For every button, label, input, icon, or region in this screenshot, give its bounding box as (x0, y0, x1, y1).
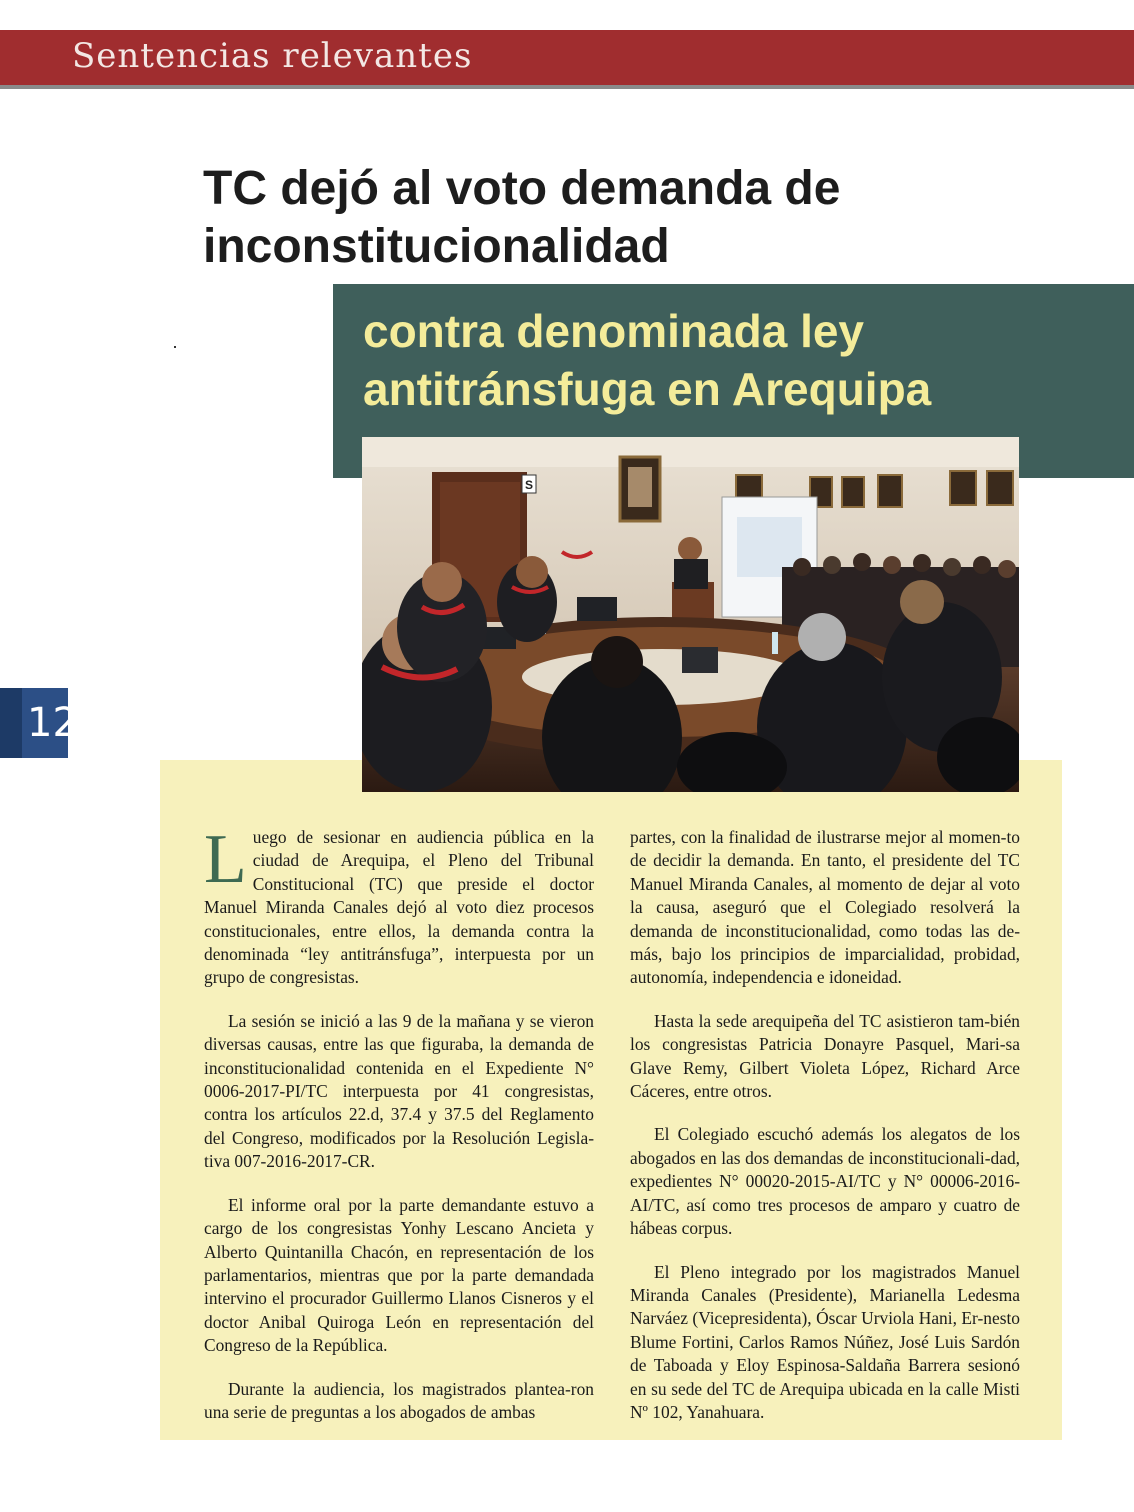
headline-line-3: contra denominada ley (363, 305, 865, 357)
page-number: 12 (27, 700, 78, 746)
page-number-tab (0, 688, 78, 758)
headline-line-2: inconstitucionalidad (203, 220, 670, 273)
article-paragraph: El informe oral por la parte demandante estuvo a cargo de los congresistas Yonhy Lescano Ancieta y Alberto Quintanilla Chacón, en representación de los parlamentarios, mientras que por la parte demandada intervino el procurador Guillermo Llanos Cisneros y el doctor Anibal Quiroga León en representación del Congreso de la República. (204, 1194, 594, 1356)
article-column-left (204, 821, 594, 1444)
article-photo (362, 437, 1019, 792)
article-paragraph: El Pleno integrado por los magistrados Manuel Miranda Canales (Presidente), Marianella Ledesma Narváez (Vicepresidenta), Óscar Urviola Hani, Er-nesto Blume Fortini, Carlos Ramos Núñez, José Luis Sardón de Taboada y Eloy Espinosa-Saldaña Barrera sesionó en su sede del TC de Arequipa ubicada en la calle Misti Nº 102, Yanahuara. (630, 1261, 1020, 1422)
article-column-right (630, 826, 1020, 1444)
article-paragraph: El Colegiado escuchó además los alegatos de los abogados en las dos demandas de inconstitucionali-dad, expedientes N° 00020-2015-AI/TC y N° 00006-2016-AI/TC, así como tres procesos de amparo y cuatro de hábeas corpus. (630, 1124, 1020, 1239)
headline-line-1: TC dejó al voto demanda de (203, 162, 841, 215)
photo-sign-letter: S (525, 478, 534, 492)
article-paragraph-text: uego de sesionar en audiencia pública en la ciudad de Arequipa, el Pleno del Tribunal Constitucional (TC) que preside el doctor Manuel Miranda Canales dejó al voto diez procesos constitucionales, entre ellos, la demanda contra la denominada “ley antitránsfuga”, interpuesta por un grupo de congresistas. (204, 827, 594, 988)
article-paragraph: Hasta la sede arequipeña del TC asistieron tam-bién los congresistas Patricia Donayre Pasquel, Mari-sa Glave Remy, Gilbert Violeta López, Richard Arce Cáceres, entre otros. (630, 1010, 1020, 1102)
section-label: Sentencias relevantes (72, 36, 473, 76)
headline-line-4: antitránsfuga en Arequipa (363, 363, 932, 415)
article-paragraph (204, 821, 594, 990)
photo-illustration (362, 437, 1019, 792)
article-paragraph: Durante la audiencia, los magistrados plantea-ron una serie de preguntas a los abogados de ambas (204, 1378, 594, 1422)
section-header-bar (0, 30, 1134, 85)
headline-top (203, 160, 923, 276)
article-paragraph: partes, con la finalidad de ilustrarse mejor al momen-to de decidir la demanda. En tanto, el presidente del TC Manuel Miranda Canales, al momento de dejar al voto la causa, aseguró que el Colegiado resolverá la demanda de inconstitucionalidad, como todas las de-más, bajo los principios de imparcialidad, probidad, autonomía, independencia e idoneidad. (630, 827, 1020, 988)
stray-dot (174, 346, 176, 348)
article-paragraph: La sesión se inició a las 9 de la mañana y se vieron diversas causas, entre las que figuraba, la demanda de inconstitucionalidad contenida en el Expediente N° 0006-2017-PI/TC interpuesta por 41 congresistas, contra los artículos 22.d, 37.4 y 37.5 del Reglamento del Congreso, modificados por la Resolución Legisla-tiva 007-2016-2017-CR. (204, 1010, 594, 1172)
headline-bottom (363, 302, 1123, 418)
drop-cap: L (204, 821, 247, 898)
